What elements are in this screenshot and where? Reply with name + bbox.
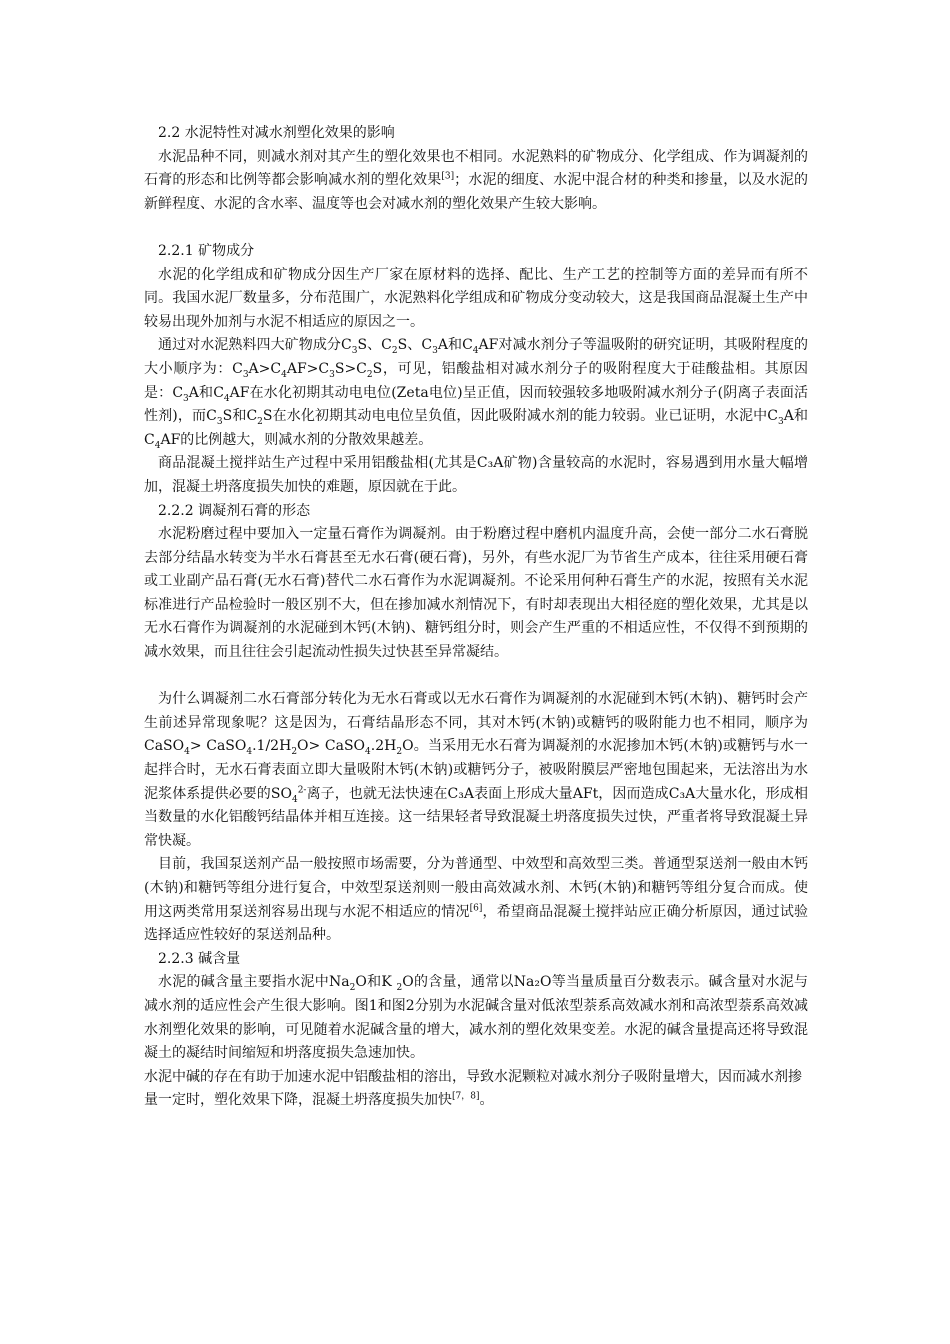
paragraph-text: 在水化初期其动电电位呈负值，因此吸附减水剂的能力较弱。业已证明，水泥中 [272, 408, 768, 425]
section-heading-2-2-2: 2.2.2 调凝剂石膏的形态 [158, 502, 311, 519]
paragraph-text: 水泥的碱含量主要指水泥中 [158, 974, 330, 991]
paragraph-text: 目前，我国泵送剂产品一般按照市场需要，分为普通型、中效型和高效型三类。普通型泵送剂一般由木钙(木钠)和糖钙等组分进行复合，中效型泵送剂则一般由高效减水剂、木钙(木钠)和糖钙等组分复合而成。使用这两类常用泵送剂容易出现与水泥不相适应的情况 [144, 856, 808, 920]
paragraph-text: 离子，也就无法快速在C₃A表面上形成大量AFt，因而造成C₃A大量水化，形成相当数量的水化铝酸钙结晶体并相互连接。这一结果轻者导致混凝土坍落度损失过快，严重者将导致混凝土异常快凝。 [144, 785, 808, 849]
paragraph-adsorption-order: 通过对水泥熟料四大矿物成分$C_3S$、$C_2S$、$C_3A$和$C_4AF$对减水剂分子等温吸附的研究证明，其吸附程度的大小顺序为：$C_3A>C_4AF>C_3S>C_2S$，可见，铝酸盐相对减水剂分子的吸附程度大于硅酸盐相。其原因是：$C_3A$和$C_4AF$在水化初期其动电电位(Zeta电位)呈正值，因而较强较多地吸附减水剂分子(阴离子表面活性剂)，而$C_3S$和$C_2S$在水化初期其动电电位呈负值，因此吸附减水剂的能力较弱。业已证明，水泥中$C_3A$和$C_4AF$的比例越大，则减水剂的分散效果越差。 [144, 337, 809, 451]
citation-ref: [6] [469, 902, 483, 913]
paragraph-text: 的比例越大，则减水剂的分散效果越差。 [180, 431, 433, 448]
paragraph-text: 。 [479, 1092, 494, 1109]
blank-line [144, 216, 808, 240]
paragraph-alkali-content: 水泥的碱含量主要指水泥中$Na_2O$和K $_2$O的含量，通常以Na₂O等当量质量百分数表示。碱含量对水泥与减水剂的适应性会产生很大影响。图1和图2分别为水泥碱含量对低浓型萘系高效减水剂和高浓型萘系高效减水剂塑化效果的影响，可见随着水泥碱含量的增大，减水剂的塑化效果变差。水泥的碱含量提高还将导致混凝土的凝结时间缩短和坍落度损失急速加快。 [144, 974, 809, 1062]
document-page [144, 122, 808, 1113]
paragraph-text: 在水化初期其动电电位(Zeta电位)呈正值，因而较强较多地吸附减水剂分子(阴离子表面活性剂)，而 [144, 384, 809, 425]
paragraph-text: 水泥品种不同，则减水剂对其产生的塑化效果也不相同。水泥熟料的矿物成分、化学组成、作为调凝剂的石膏的形态和比例等都会影响减水剂的塑化效果 [144, 148, 808, 189]
paragraph-text: 对减水剂分子等温吸附的研究证明，其吸附程度的大小顺序为： [144, 337, 809, 377]
paragraph-text: ，可见，铝酸盐相对减水剂分子的吸附程度大于硅酸盐相。其原因是： [144, 360, 809, 401]
paragraph-text: 的含量，通常以Na₂O等当量质量百分数表示。碱含量对水泥与减水剂的适应性会产生很大影响。图1和图2分别为水泥碱含量对低浓型萘系高效减水剂和高浓型萘系高效减水剂塑化效果的影响，可见随着水泥碱含量的增大，减水剂的塑化效果变差。水泥的碱含量提高还将导致混凝土的凝结时间缩短和坍落度损失急速加快。 [144, 974, 809, 1062]
paragraph-gypsum-form: 水泥粉磨过程中要加入一定量石膏作为调凝剂。由于粉磨过程中磨机内温度升高，会使一部分二水石膏脱去部分结晶水转变为半水石膏甚至无水石膏(硬石膏)，另外，有些水泥厂为节省生产成本，往往采用硬石膏或工业副产品石膏(无水石膏)替代二水石膏作为水泥调凝剂。不论采用何种石膏生产的水泥，按照有关水泥标准进行产品检验时一般区别不大，但在掺加减水剂情况下，有时却表现出大相径庭的塑化效果，尤其是以无水石膏作为调凝剂的水泥碰到木钙(木钠)、糖钙组分时，则会产生严重的不相适应性，不仅得不到预期的减水效果，而且往往会引起流动性损失过快甚至异常凝结。 [144, 526, 808, 661]
paragraph-text: ；水泥的细度、水泥中混合材的种类和掺量，以及水泥的新鲜程度、水泥的含水率、温度等也会对减水剂的塑化效果产生较大影响。 [144, 172, 809, 212]
paragraph-cement-variety [144, 146, 808, 217]
paragraph-mineral-composition: 水泥的化学组成和矿物成分因生产厂家在原材料的选择、配比、生产工艺的控制等方面的差异而有所不同。我国水泥厂数量多，分布范围广，水泥熟料化学组成和矿物成分变动较大，这是我国商品混凝土生产中较易出现外加剂与水泥不相适应的原因之一。 [144, 266, 808, 330]
paragraph-text: ，希望商品混凝土搅拌站应正确分析原因，通过试验选择适应性较好的泵送剂品种。 [144, 903, 808, 944]
paragraph-text: 通过对水泥熟料四大矿物成分 [158, 337, 341, 354]
paragraph-pumping-agents [144, 853, 808, 947]
paragraph-ready-mix-problem: 商品混凝土搅拌站生产过程中采用铝酸盐相(尤其是C₃A矿物)含量较高的水泥时，容易遇到用水量大幅增加，混凝土坍落度损失加快的难题，原因就在于此。 [144, 455, 808, 495]
section-heading-2-2-1: 2.2.1 矿物成分 [158, 242, 255, 259]
paragraph-text: 为什么调凝剂二水石膏部分转化为无水石膏或以无水石膏作为调凝剂的水泥碰到木钙(木钠)、糖钙时会产生前述异常现象呢？这是因为，石膏结晶形态不同，其对木钙(木钠)或糖钙的吸附能力也不相同，顺序为 [144, 691, 808, 731]
section-heading-2-2: 2.2 水泥特性对减水剂塑化效果的影响 [158, 125, 395, 141]
citation-ref: [3] [441, 171, 455, 182]
paragraph-gypsum-adsorption: 为什么调凝剂二水石膏部分转化为无水石膏或以无水石膏作为调凝剂的水泥碰到木钙(木钠)、糖钙时会产生前述异常现象呢？这是因为，石膏结晶形态不同，其对木钙(木钠)或糖钙的吸附能力也不相同，顺序为CaSO$_4$> $CaSO_4.1/2H_2O>$ $CaSO_4.2H_2O$。当采用无水石膏为调凝剂的水泥掺加木钙(木钠)或糖钙与水一起拌合时，无水石膏表面立即大量吸附木钙(木钠)或糖钙分子，被吸附膜层严密地包围起来，无法溶出为水泥浆体系提供必要的$SO_4^{2-}$离子，也就无法快速在C₃A表面上形成大量AFt，因而造成C₃A大量水化，形成相当数量的水化铝酸钙结晶体并相互连接。这一结果轻者导致混凝土坍落度损失过快，严重者将导致混凝土异常快凝。 [144, 691, 808, 849]
paragraph-alkali-effect [144, 1066, 808, 1113]
citation-ref: [7，8] [452, 1091, 480, 1102]
blank-line [144, 665, 808, 689]
paragraph-text: 水泥中碱的存在有助于加速水泥中铝酸盐相的溶出，导致水泥颗粒对减水剂分子吸附量增大，因而减水剂掺量一定时，塑化效果下降，混凝土坍落度损失加快 [144, 1068, 802, 1109]
section-heading-2-2-3: 2.2.3 碱含量 [158, 950, 241, 967]
paragraph-text: 。当采用无水石膏为调凝剂的水泥掺加木钙(木钠)或糖钙与水一起拌合时，无水石膏表面立即大量吸附木钙(木钠)或糖钙分子，被吸附膜层严密地包围起来，无法溶出为水泥浆体系提供必要的 [144, 738, 808, 802]
